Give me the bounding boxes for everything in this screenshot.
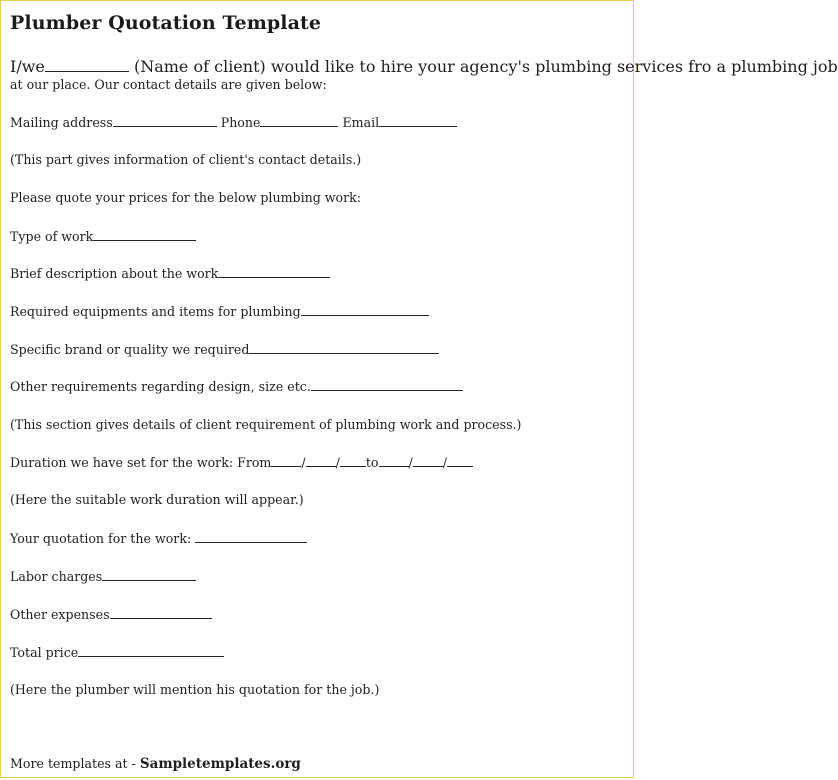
quotation-note: (Here the plumber will mention his quotation for the job.) — [10, 682, 380, 697]
required-equipment-blank[interactable] — [301, 304, 429, 316]
client-name-blank[interactable] — [45, 60, 129, 72]
mailing-address-label: Mailing address — [10, 115, 113, 130]
to-year-blank[interactable] — [447, 455, 473, 467]
requirements-note: (This section gives details of client requirement of plumbing work and process.) — [10, 417, 522, 432]
footer-prefix: More templates at - — [10, 756, 140, 771]
other-requirements-row — [10, 379, 463, 395]
total-price-label: Total price — [10, 645, 79, 660]
your-quotation-row — [10, 531, 307, 547]
brief-description-blank[interactable] — [218, 266, 330, 278]
from-year-blank[interactable] — [340, 455, 366, 467]
prices-prompt: Please quote your prices for the below plumbing work: — [10, 190, 362, 205]
intro-line-1 — [10, 57, 838, 76]
date-separator: / — [335, 455, 340, 470]
mailing-address-blank[interactable] — [113, 115, 217, 127]
other-requirements-label: Other requirements regarding design, size etc. — [10, 379, 311, 394]
other-expenses-label: Other expenses — [10, 607, 110, 622]
type-of-work-label: Type of work — [10, 229, 94, 244]
required-equipment-row — [10, 304, 429, 320]
intro-prefix: I/we — [10, 57, 45, 76]
date-separator: / — [301, 455, 306, 470]
other-expenses-row — [10, 607, 212, 623]
duration-label: Duration we have set for the work: From — [10, 455, 272, 470]
brief-description-row — [10, 266, 330, 282]
labor-charges-blank[interactable] — [102, 569, 196, 581]
phone-blank[interactable] — [260, 115, 338, 127]
specific-brand-blank[interactable] — [249, 342, 439, 354]
page-title: Plumber Quotation Template — [10, 12, 322, 34]
contact-note: (This part gives information of client's contact details.) — [10, 152, 362, 167]
duration-note: (Here the suitable work duration will appear.) — [10, 492, 304, 507]
your-quotation-blank[interactable] — [195, 531, 307, 543]
date-separator: / — [442, 455, 448, 470]
specific-brand-row — [10, 342, 439, 358]
to-month-blank[interactable] — [413, 455, 443, 467]
email-label: Email — [342, 115, 380, 130]
to-label: to — [365, 455, 379, 470]
from-month-blank[interactable] — [306, 455, 336, 467]
total-price-row — [10, 645, 224, 661]
total-price-blank[interactable] — [78, 645, 224, 657]
labor-charges-label: Labor charges — [10, 569, 103, 584]
intro-middle: (Name of client) would like to hire your agency's plumbing services fro a plumbing job — [128, 57, 838, 76]
intro-line-2: at our place. Our contact details are given below: — [10, 77, 327, 92]
email-blank[interactable] — [379, 115, 457, 127]
your-quotation-label: Your quotation for the work: — [10, 531, 196, 546]
other-expenses-blank[interactable] — [110, 607, 212, 619]
duration-row — [10, 455, 473, 471]
other-requirements-blank[interactable] — [311, 379, 463, 391]
labor-charges-row — [10, 569, 196, 585]
type-of-work-blank[interactable] — [93, 229, 196, 241]
contact-details-row — [10, 115, 457, 131]
phone-label: Phone — [220, 115, 261, 130]
required-equipment-label: Required equipments and items for plumbing — [10, 304, 301, 319]
footer-site-link[interactable]: Sampletemplates.org — [139, 756, 301, 772]
to-day-blank[interactable] — [379, 455, 409, 467]
date-separator: / — [408, 455, 413, 470]
specific-brand-label: Specific brand or quality we required — [10, 342, 250, 357]
from-day-blank[interactable] — [271, 455, 301, 467]
brief-description-label: Brief description about the work — [10, 266, 219, 281]
type-of-work-row — [10, 229, 196, 245]
footer — [10, 756, 301, 772]
